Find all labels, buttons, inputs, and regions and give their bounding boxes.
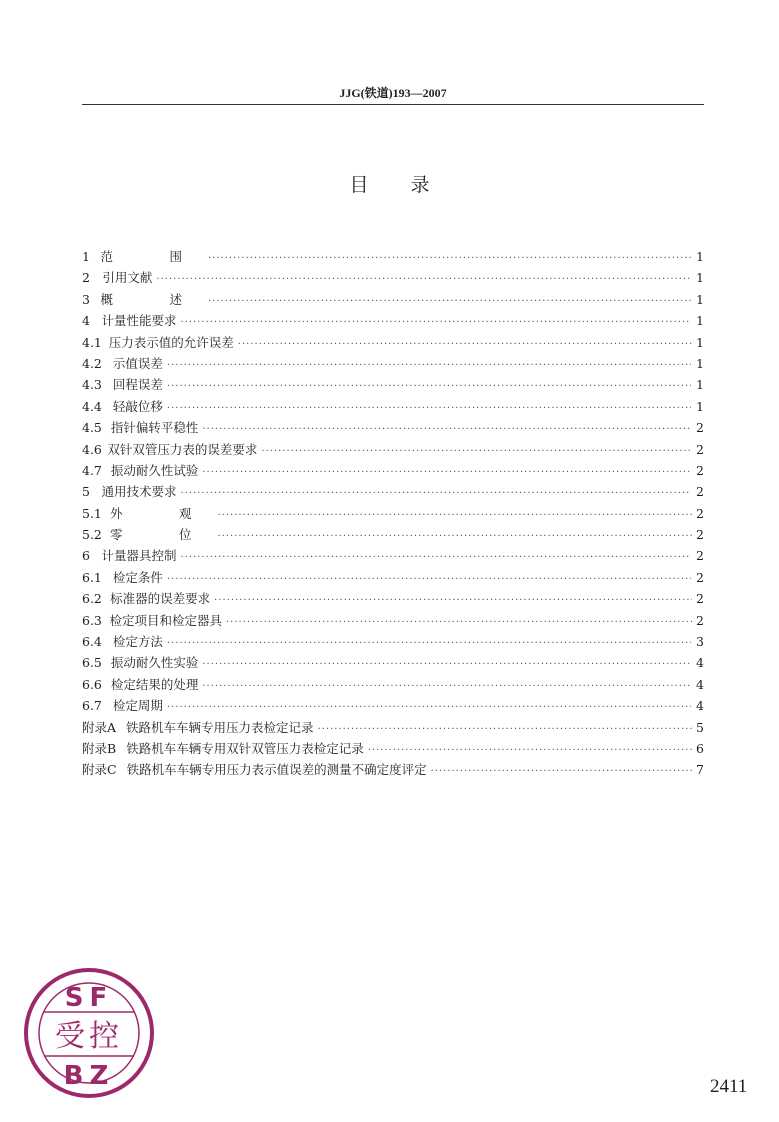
toc-entry-number: 6.3: [82, 612, 102, 628]
dot-leader: [261, 446, 692, 457]
toc-entry: [82, 632, 704, 653]
toc-entry-page: 1: [696, 334, 704, 350]
toc-entry-title: 零 位: [109, 527, 214, 543]
toc-entry-title: 铁路机车车辆专用压力表检定记录: [126, 719, 314, 735]
standard-code-header: JJG(铁道)193—2007: [339, 86, 447, 100]
toc-entry-title: 标准器的误差要求: [110, 591, 211, 607]
toc-entry: [82, 675, 704, 696]
toc-entry-number: 6.1: [82, 569, 102, 585]
toc-entry: [82, 375, 704, 396]
toc-entry: [82, 568, 704, 589]
toc-entry-number: 6.2: [82, 591, 102, 607]
toc-entry-title: 检定结果的处理: [110, 676, 199, 692]
toc-entry-page: 4: [696, 676, 704, 692]
toc-entry-page: 1: [696, 355, 704, 371]
dot-leader: [156, 274, 690, 285]
header-rule: [82, 104, 704, 105]
toc-entry: [82, 397, 704, 418]
toc-entry-number: 4.3: [82, 377, 102, 393]
dot-leader: [368, 745, 692, 756]
toc-entry: [82, 290, 704, 311]
toc-entry: [82, 718, 704, 739]
toc-entry-title: 通用技术要求: [101, 484, 177, 500]
dot-leader: [318, 724, 693, 735]
toc-entry-page: 2: [696, 527, 704, 543]
toc-entry: [82, 247, 704, 268]
toc-entry-title: 轻敲位移: [112, 398, 163, 414]
toc-entry: [82, 440, 704, 461]
toc-entry-page: 1: [696, 291, 704, 307]
dot-leader: [167, 381, 691, 392]
page-number: 2411: [710, 1076, 748, 1097]
toc-entry-page: 1: [696, 249, 704, 264]
toc-entry-number: 附录C: [82, 762, 117, 778]
toc-entry-title: 示值误差: [112, 355, 163, 371]
toc-entry-page: 1: [696, 313, 704, 329]
toc-entry: [82, 525, 704, 546]
toc-entry: [82, 354, 704, 375]
toc-entry: [82, 311, 704, 332]
dot-leader: [214, 595, 692, 606]
toc-entry-number: 3: [82, 291, 90, 307]
toc-entry: [82, 418, 704, 439]
toc-entry-page: 2: [696, 612, 704, 628]
toc-entry-page: 5: [696, 719, 704, 735]
dot-leader: [238, 339, 692, 350]
toc-entry-page: 3: [696, 634, 704, 650]
toc-entry-page: 4: [696, 698, 704, 714]
toc-entry-title: 指针偏转平稳性: [110, 420, 199, 436]
dot-leader: [208, 296, 692, 307]
dot-leader: [167, 403, 691, 414]
dot-leader: [202, 467, 691, 478]
toc-entry-title: 引用文献: [102, 270, 153, 286]
toc-entry-page: 2: [696, 484, 704, 500]
toc-entry-title: 回程误差: [112, 377, 163, 393]
toc-entry-page: 7: [696, 762, 704, 778]
toc-entry: [82, 482, 704, 503]
controlled-copy-stamp: [22, 966, 156, 1100]
dot-leader: [181, 552, 692, 563]
toc-entry-number: 4.2: [82, 355, 102, 371]
stamp-bottom-text: BZ: [63, 1061, 115, 1091]
toc-entry-number: 1: [82, 249, 90, 264]
toc-entry-number: 4.6: [82, 441, 102, 457]
toc-entry-title: 范 围: [100, 249, 204, 264]
toc-entry: [82, 611, 704, 632]
toc-entry-page: 2: [696, 591, 704, 607]
toc-entry-title: 检定条件: [112, 569, 163, 585]
toc-entry-number: 4: [82, 313, 90, 329]
dot-leader: [217, 531, 691, 542]
toc-entry: [82, 333, 704, 354]
toc-entry-number: 5.1: [82, 505, 102, 521]
dot-leader: [202, 424, 691, 435]
stamp-top-text: SF: [64, 983, 114, 1013]
toc-entry-number: 4.7: [82, 462, 102, 478]
dot-leader: [208, 253, 692, 264]
toc-entry-number: 5.2: [82, 527, 102, 543]
toc-entry: [82, 268, 704, 289]
stamp-middle-text: 受控: [55, 1019, 123, 1054]
toc-entry-number: 6.7: [82, 698, 102, 714]
toc-entry-page: 1: [696, 398, 704, 414]
toc-entry-page: 4: [696, 655, 704, 671]
toc-entry-title: 振动耐久性实验: [110, 655, 199, 671]
toc-entry-number: 附录B: [82, 740, 117, 756]
toc-entry-number: 4.1: [82, 334, 102, 350]
toc-entry-number: 4.5: [82, 420, 102, 436]
dot-leader: [167, 638, 691, 649]
toc-entry-page: 2: [696, 462, 704, 478]
page-title: 目录: [349, 174, 472, 196]
toc-entry-title: 铁路机车车辆专用压力表示值误差的测量不确定度评定: [126, 762, 427, 778]
toc-entry-title: 检定方法: [112, 634, 163, 650]
toc-entry-number: 5: [82, 484, 90, 500]
toc-entry-title: 概 述: [100, 291, 204, 307]
toc-entry-title: 检定周期: [112, 698, 163, 714]
dot-leader: [167, 574, 691, 585]
toc-entry-title: 压力表示值的允许误差: [108, 334, 234, 350]
toc-entry: [82, 504, 704, 525]
dot-leader: [167, 702, 691, 713]
dot-leader: [181, 317, 692, 328]
toc-entry-title: 铁路机车车辆专用双针双管压力表检定记录: [126, 740, 364, 756]
toc-entry-number: 6.6: [82, 676, 102, 692]
toc-entry-title: 外 观: [109, 505, 214, 521]
toc-entry: [82, 760, 704, 781]
toc-entry-page: 2: [696, 441, 704, 457]
toc-entry-page: 2: [696, 548, 704, 564]
toc-entry: [82, 653, 704, 674]
toc-entry-title: 检定项目和检定器具: [109, 612, 222, 628]
dot-leader: [181, 488, 692, 499]
dot-leader: [431, 766, 692, 777]
toc-entry-page: 6: [696, 740, 704, 756]
toc-entry: [82, 546, 704, 567]
toc-entry-number: 6: [82, 548, 90, 564]
dot-leader: [167, 360, 691, 371]
toc-entry: [82, 461, 704, 482]
dot-leader: [217, 510, 691, 521]
toc-entry-title: 计量器具控制: [101, 548, 177, 564]
dot-leader: [226, 617, 692, 628]
toc-entry-title: 振动耐久性试验: [110, 462, 199, 478]
toc-entry-number: 附录A: [82, 719, 117, 735]
toc-entry-page: 2: [696, 505, 704, 521]
toc-entry-page: 2: [696, 420, 704, 436]
toc-entry-title: 计量性能要求: [101, 313, 177, 329]
toc-entry-number: 2: [82, 270, 90, 286]
table-of-contents: [82, 247, 704, 782]
toc-entry-number: 6.4: [82, 634, 102, 650]
dot-leader: [202, 659, 691, 670]
toc-entry: [82, 589, 704, 610]
toc-entry: [82, 739, 704, 760]
toc-entry-number: 4.4: [82, 398, 102, 414]
dot-leader: [202, 681, 691, 692]
toc-entry-page: 1: [696, 270, 704, 286]
toc-entry-page: 2: [696, 569, 704, 585]
toc-entry-title: 双针双管压力表的误差要求: [107, 441, 258, 457]
toc-entry-number: 6.5: [82, 655, 102, 671]
toc-entry-page: 1: [696, 377, 704, 393]
toc-entry: [82, 696, 704, 717]
